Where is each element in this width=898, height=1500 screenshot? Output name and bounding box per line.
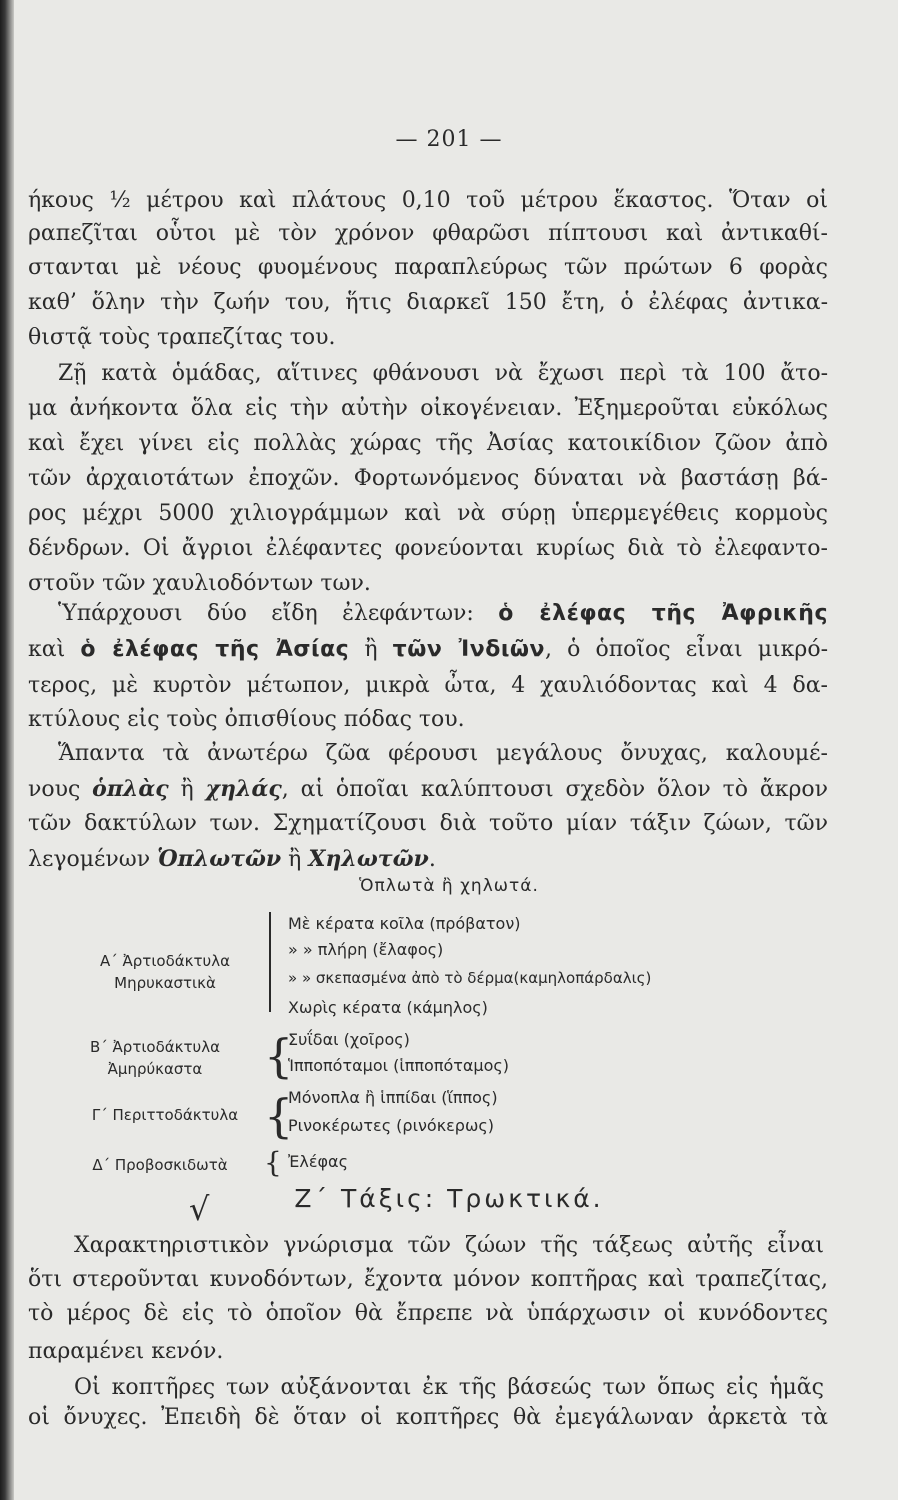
brace-icon bbox=[262, 910, 278, 1014]
bold-term: τῶν Ἰνδιῶν bbox=[392, 637, 545, 662]
text-line: μα ἀνήκοντα ὅλα εἰς τὴν αὐτὴν οἰκογένειαν. Ἐξημεροῦται εὐκόλως bbox=[28, 396, 828, 421]
text-line bbox=[28, 775, 828, 804]
text-line: ήκους ½ μέτρου καὶ πλάτους 0,10 τοῦ μέτρου ἕκαστος. Ὅταν οἱ bbox=[28, 188, 828, 213]
text-line: καθ’ ὅλην τὴν ζωήν του, ἥτις διαρκεῖ 150 ἔτη, ὁ ἐλέφας ἀντικα- bbox=[28, 290, 828, 315]
italic-term: ὁπλὰς bbox=[92, 776, 169, 802]
table-row: Μόνοπλα ἢ ἱππίδαι (ἵππος) bbox=[288, 1088, 498, 1107]
text-line bbox=[28, 636, 828, 664]
text-line bbox=[58, 600, 828, 628]
order-name: Β΄ Ἀρτιοδάκτυλα bbox=[89, 1038, 220, 1056]
suborder-name: Μηρυκαστικὰ bbox=[114, 974, 216, 992]
table-title: Ὁπλωτὰ ἢ χηλωτά. bbox=[359, 876, 539, 896]
text-line: ραπεζῖται οὗτοι μὲ τὸν χρόνον φθαρῶσι πίπτουσι καὶ ἀντικαθί- bbox=[28, 221, 828, 246]
text-run: νους bbox=[28, 777, 93, 802]
text-line: Οἱ κοπτῆρες των αὐξάνονται ἐκ τῆς βάσεώς των ὅπως εἰς ἡμᾶς bbox=[74, 1375, 824, 1400]
section-heading: Ζ΄ Τάξις: Τρωκτικά. bbox=[294, 1184, 604, 1213]
table-row: Χωρὶς κέρατα (κάμηλος) bbox=[288, 998, 488, 1017]
text-run: . bbox=[428, 847, 436, 872]
checkmark-icon: √ bbox=[189, 1190, 210, 1228]
italic-term: χηλάς bbox=[205, 776, 282, 802]
text-line: τὸ μέρος δὲ εἰς τὸ ὁποῖον θὰ ἔπρεπε νὰ ὑπάρχωσιν οἱ κυνόδοντες bbox=[28, 1301, 828, 1326]
text-line: τῶν ἀρχαιοτάτων ἐποχῶν. Φορτωνόμενος δύναται νὰ βαστάσῃ βά- bbox=[28, 466, 828, 491]
text-run: λεγομένων bbox=[28, 847, 158, 872]
order-label bbox=[60, 1154, 260, 1176]
table-row: Μὲ κέρατα κοῖλα (πρόβατον) bbox=[288, 914, 521, 933]
text-line: στοῦν τῶν χαυλιοδόντων των. bbox=[28, 571, 371, 596]
left-brace-icon: { bbox=[264, 1089, 294, 1143]
text-run: , αἱ ὁποῖαι καλύπτουσι σχεδὸν ὅλον τὸ ἄκρον bbox=[281, 777, 829, 802]
text-line: θιστᾷ τοὺς τραπεζίτας του. bbox=[28, 325, 336, 350]
order-name: Δ΄ Προβοσκιδωτὰ bbox=[92, 1156, 228, 1174]
text-line: καὶ ἔχει γίνει εἰς πολλὰς χώρας τῆς Ἀσίας κατοικίδιον ζῶον ἀπὸ bbox=[28, 431, 828, 456]
text-line: ὅτι στεροῦνται κυνοδόντων, ἔχοντα μόνον κοπτῆρας καὶ τραπεζίτας, bbox=[28, 1267, 828, 1292]
text-line: στανται μὲ νέους φυομένους παραπλεύρως τῶν πρώτων 6 φορὰς bbox=[28, 255, 828, 280]
order-label bbox=[70, 1104, 260, 1126]
left-brace-icon: { bbox=[264, 1029, 294, 1083]
suborder-name: Ἀμηρύκαστα bbox=[107, 1060, 203, 1078]
bold-term: ὁ ἐλέφας τῆς Ἀσίας bbox=[80, 637, 350, 662]
text-run: ἢ bbox=[281, 847, 309, 872]
text-line: οἱ ὄνυχες. Ἐπειδὴ δὲ ὅταν οἱ κοπτῆρες θὰ ἐμεγάλωναν ἀρκετὰ τὰ bbox=[28, 1405, 828, 1430]
italic-term: Ὁπλωτῶν bbox=[157, 846, 282, 872]
text-line: δένδρων. Οἱ ἄγριοι ἐλέφαντες φονεύονται κυρίως διὰ τὸ ἐλεφαντο- bbox=[28, 536, 828, 561]
text-run: Ὑπάρχουσι δύο εἴδη ἐλεφάντων: bbox=[58, 601, 499, 626]
table-row: Συΐδαι (χοῖρος) bbox=[288, 1030, 410, 1049]
order-name: Γ΄ Περιττοδάκτυλα bbox=[91, 1106, 239, 1124]
text-line: κτύλους εἰς τοὺς ὀπισθίους πόδας του. bbox=[28, 707, 465, 732]
text-line: παραμένει κενόν. bbox=[28, 1339, 224, 1364]
order-label bbox=[70, 950, 260, 994]
order-name: Α΄ Ἀρτιοδάκτυλα bbox=[100, 952, 230, 970]
italic-term: Χηλωτῶν bbox=[308, 846, 429, 872]
text-line bbox=[28, 845, 828, 874]
order-label bbox=[50, 1036, 260, 1080]
text-line: Χαρακτηριστικὸν γνώρισμα τῶν ζώων τῆς τάξεως αὐτῆς εἶναι bbox=[74, 1233, 824, 1258]
page-number: — 201 — bbox=[395, 127, 503, 152]
text-run: ἢ bbox=[168, 777, 206, 802]
book-gutter-shadow bbox=[0, 0, 14, 1500]
bold-term: ὁ ἐλέφας τῆς Ἀφρικῆς bbox=[498, 601, 828, 626]
table-row: » » πλήρη (ἔλαφος) bbox=[288, 940, 444, 959]
text-line: τῶν δακτύλων των. Σχηματίζουσι διὰ τοῦτο μίαν τάξιν ζώων, τῶν bbox=[28, 811, 828, 836]
text-line: Ἅπαντα τὰ ἀνωτέρω ζῶα φέρουσι μεγάλους ὄνυχας, καλουμέ- bbox=[58, 741, 828, 766]
text-line: ρος μέχρι 5000 χιλιογράμμων καὶ νὰ σύρῃ ὑπερμεγέθεις κορμοὺς bbox=[28, 501, 828, 526]
left-brace-icon: { bbox=[264, 1146, 282, 1179]
table-row: » » σκεπασμένα ἀπὸ τὸ δέρμα(καμηλοπάρδαλις) bbox=[288, 969, 652, 987]
text-line: τερος, μὲ κυρτὸν μέτωπον, μικρὰ ὦτα, 4 χαυλιόδοντας καὶ 4 δα- bbox=[28, 673, 828, 698]
table-row: Ρινοκέρωτες (ρινόκερως) bbox=[288, 1116, 494, 1135]
text-run: καὶ bbox=[28, 637, 81, 662]
text-run: , ὁ ὁποῖος εἶναι μικρό- bbox=[545, 637, 829, 662]
table-row: Ἱπποπόταμοι (ἱπποπόταμος) bbox=[288, 1056, 510, 1075]
text-line: Ζῇ κατὰ ὁμάδας, αἵτινες φθάνουσι νὰ ἔχωσι περὶ τὰ 100 ἄτο- bbox=[58, 361, 828, 386]
table-row: Ἐλέφας bbox=[288, 1152, 348, 1171]
text-run: ἢ bbox=[349, 637, 393, 662]
